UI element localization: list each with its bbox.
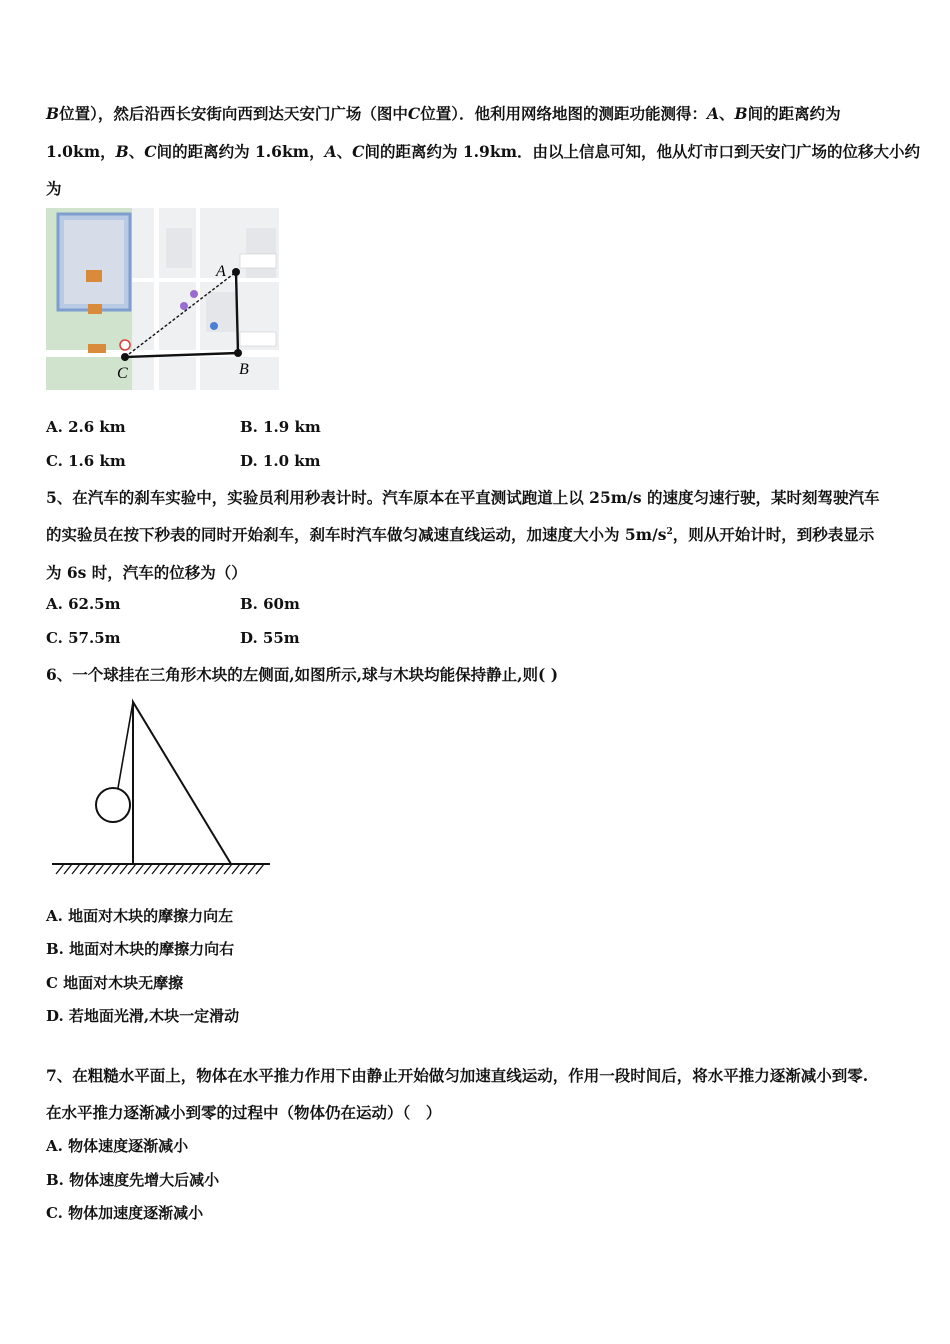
q5-option-d[interactable]: D. 55m bbox=[240, 629, 300, 647]
wedge-ball-figure bbox=[50, 698, 272, 880]
map-marker-icon bbox=[120, 340, 130, 350]
q4-text: C bbox=[144, 142, 157, 161]
map-label-b: B bbox=[239, 361, 249, 378]
q5-superscript: 2 bbox=[666, 526, 673, 537]
q7-option-c[interactable]: C. 物体加速度逐渐减小 bbox=[46, 1204, 204, 1222]
map-block bbox=[246, 228, 276, 278]
q4-text: C bbox=[407, 104, 421, 123]
map-road bbox=[196, 208, 200, 390]
q4-option-c[interactable]: C. 1.6 km bbox=[46, 452, 126, 470]
q4-text: 间的距离约为 1.9km．由以上信息可知，他从灯市口到天安门广场的位移大小约 bbox=[364, 142, 920, 161]
map-poi-icon bbox=[180, 302, 188, 310]
q7-line-2: 在水平推力逐渐减小到零的过程中（物体仍在运动）（ ） bbox=[46, 1103, 442, 1122]
map-point-c bbox=[121, 353, 129, 361]
q4-text: A bbox=[324, 142, 337, 161]
q4-option-d[interactable]: D. 1.0 km bbox=[240, 452, 321, 470]
hanging-ball bbox=[96, 788, 130, 822]
q4-text: B bbox=[115, 142, 129, 161]
map-tooltip bbox=[240, 332, 276, 346]
q4-line-1 bbox=[46, 102, 841, 124]
q7-line-1: 7、在粗糙水平面上，物体在水平推力作用下由静止开始做匀加速直线运动，作用一段时间后，将水平推力逐渐减小到零. bbox=[46, 1066, 869, 1085]
map-road bbox=[132, 278, 279, 282]
q4-text: A bbox=[706, 104, 720, 123]
hanging-string bbox=[118, 702, 133, 788]
q7-option-a[interactable]: A. 物体速度逐渐减小 bbox=[46, 1137, 189, 1155]
q5-option-a[interactable]: A. 62.5m bbox=[46, 595, 121, 613]
map-building bbox=[88, 344, 106, 353]
q4-option-b[interactable]: B. 1.9 km bbox=[240, 418, 321, 436]
q4-text: 、 bbox=[128, 142, 145, 161]
q5-line-1: 5、在汽车的刹车实验中，实验员利用秒表计时。汽车原本在平直测试跑道上以 25m/s 的速度匀速行驶，某时刻驾驶汽车 bbox=[46, 488, 880, 507]
ground-hatching bbox=[56, 864, 264, 874]
map-tooltip bbox=[240, 254, 276, 268]
map-figure bbox=[46, 208, 279, 390]
map-point-a bbox=[232, 268, 240, 276]
map-building bbox=[86, 270, 102, 282]
map-label-a: A bbox=[216, 263, 226, 280]
q5-option-c[interactable]: C. 57.5m bbox=[46, 629, 121, 647]
map-building bbox=[88, 304, 102, 314]
map-poi-icon bbox=[190, 290, 198, 298]
q4-line-3: 为 bbox=[46, 179, 62, 198]
q4-text: B bbox=[734, 104, 748, 123]
q6-option-d[interactable]: D. 若地面光滑,木块一定滑动 bbox=[46, 1007, 240, 1025]
q5-line-2 bbox=[46, 523, 874, 545]
q4-text: C bbox=[352, 142, 365, 161]
map-block bbox=[166, 228, 192, 268]
q5-option-b[interactable]: B. 60m bbox=[240, 595, 300, 613]
q4-text: 位置），然后沿西长安街向西到达天安门广场（图中 bbox=[59, 104, 408, 123]
q7-option-b[interactable]: B. 物体速度先增大后减小 bbox=[46, 1171, 220, 1189]
q4-text: 间的距离约为 1.6km， bbox=[156, 142, 325, 161]
q4-option-a[interactable]: A. 2.6 km bbox=[46, 418, 126, 436]
q6-option-b[interactable]: B. 地面对木块的摩擦力向右 bbox=[46, 940, 235, 958]
q4-text: B bbox=[46, 104, 60, 123]
map-road bbox=[154, 208, 159, 390]
map-palace-inner bbox=[64, 220, 124, 304]
q6-option-a[interactable]: A. 地面对木块的摩擦力向左 bbox=[46, 907, 234, 925]
q4-text: 位置）．他利用网络地图的测距功能测得： bbox=[420, 104, 707, 123]
q5-text: 的实验员在按下秒表的同时开始刹车，刹车时汽车做匀减速直线运动，加速度大小为 5m/s bbox=[46, 525, 667, 544]
map-point-b bbox=[234, 349, 242, 357]
map-label-c: C bbox=[117, 365, 128, 382]
q5-line-3: 为 6s 时，汽车的位移为（） bbox=[46, 563, 247, 582]
q4-line-2 bbox=[46, 140, 920, 162]
q5-text: ，则从开始计时，到秒表显示 bbox=[672, 525, 875, 544]
q4-text: 1.0km， bbox=[46, 142, 116, 161]
map-poi-icon bbox=[210, 322, 218, 330]
q6-line-1: 6、一个球挂在三角形木块的左侧面,如图所示,球与木块均能保持静止,则( ) bbox=[46, 665, 559, 684]
q4-text: 、 bbox=[336, 142, 353, 161]
q6-option-c[interactable]: C 地面对木块无摩擦 bbox=[46, 974, 184, 992]
triangular-wedge bbox=[133, 702, 231, 864]
q4-text: 间的距离约为 bbox=[747, 104, 841, 123]
q4-text: 、 bbox=[719, 104, 735, 123]
